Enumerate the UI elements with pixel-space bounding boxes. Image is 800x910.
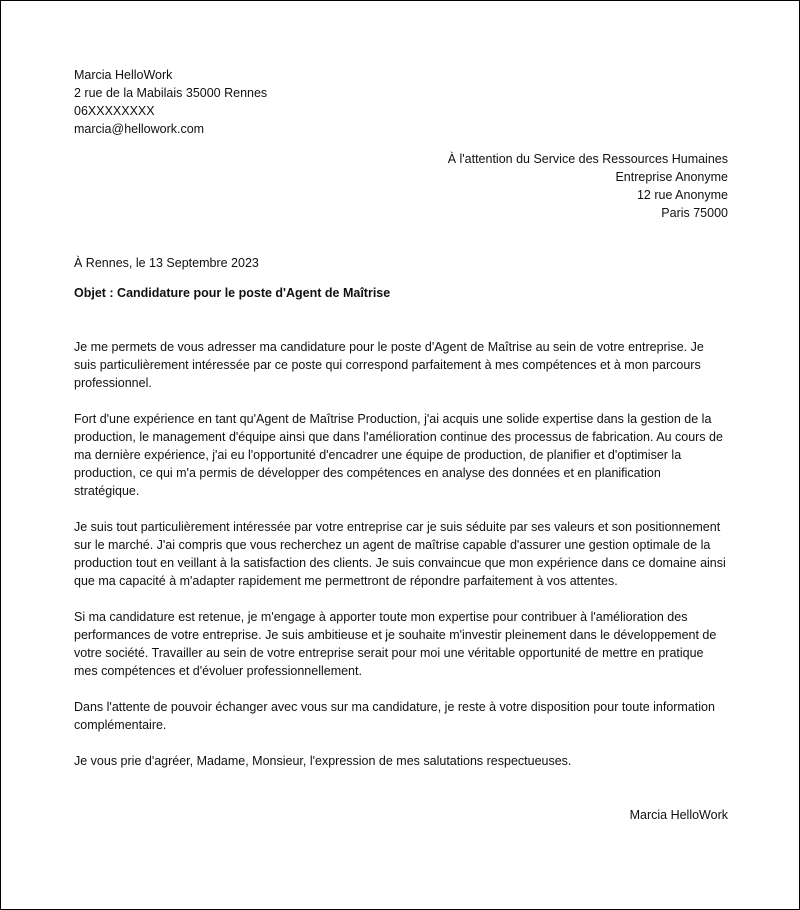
sender-block [74,66,728,138]
body-paragraph: Je suis tout particulièrement intéressée par votre entreprise car je suis séduite par ses valeurs et son positionnement sur le marché. J'ai compris que vous recherchez un agent de maîtrise capable d'assurer une gestion optimale de la production tout en veillant à la satisfaction des clients. Je suis convaincue que mon expérience dans ce domaine ainsi que ma capacité à m'adapter rapidement me permettront de répondre parfaitement à vos attentes. [74,520,726,588]
body-paragraph: Dans l'attente de pouvoir échanger avec vous sur ma candidature, je reste à votre disposition pour toute information complémentaire. [74,700,715,732]
signature: Marcia HelloWork [629,808,728,822]
sender-phone: 06XXXXXXXX [74,104,155,118]
body-paragraph: Fort d'une expérience en tant qu'Agent de Maîtrise Production, j'ai acquis une solide expertise dans la gestion de la production, le management d'équipe ainsi que dans l'amélioration continue des processus de fabrication. Au cours de ma dernière expérience, j'ai eu l'opportunité d'encadrer une équipe de production, de planifier et d'optimiser la production, ce qui m'a permis de développer des compétences en analyse des données et en planification stratégique. [74,412,723,498]
letter-content [74,66,728,824]
sender-email: marcia@hellowork.com [74,122,205,136]
recipient-city: Paris 75000 [661,206,728,220]
subject-line: Objet : Candidature pour le poste d'Agent de Maîtrise [74,286,391,300]
body-paragraph: Si ma candidature est retenue, je m'engage à apporter toute mon expertise pour contribuer à l'amélioration des performances de votre entreprise. Je suis ambitieuse et je souhaite m'investir pleinement dans le développement de votre société. Travailler au sein de votre entreprise serait pour moi une véritable opportunité de mettre en pratique mes compétences et d'évoluer professionnellement. [74,610,717,678]
place-date: À Rennes, le 13 Septembre 2023 [74,256,259,270]
recipient-company: Entreprise Anonyme [615,170,728,184]
sender-name: Marcia HelloWork [74,68,173,82]
closing-paragraph: Je vous prie d'agréer, Madame, Monsieur, l'expression de mes salutations respectueuses. [74,754,572,768]
letter-body [74,338,728,770]
sender-address: 2 rue de la Mabilais 35000 Rennes [74,86,268,100]
recipient-street: 12 rue Anonyme [636,188,728,202]
recipient-block [74,150,728,222]
recipient-attention: À l'attention du Service des Ressources Humaines [447,152,728,166]
body-paragraph: Je me permets de vous adresser ma candidature pour le poste d'Agent de Maîtrise au sein de votre entreprise. Je suis particulièrement intéressée par ce poste qui correspond parfaitement à mes compétences et à mon parcours professionnel. [74,340,704,390]
